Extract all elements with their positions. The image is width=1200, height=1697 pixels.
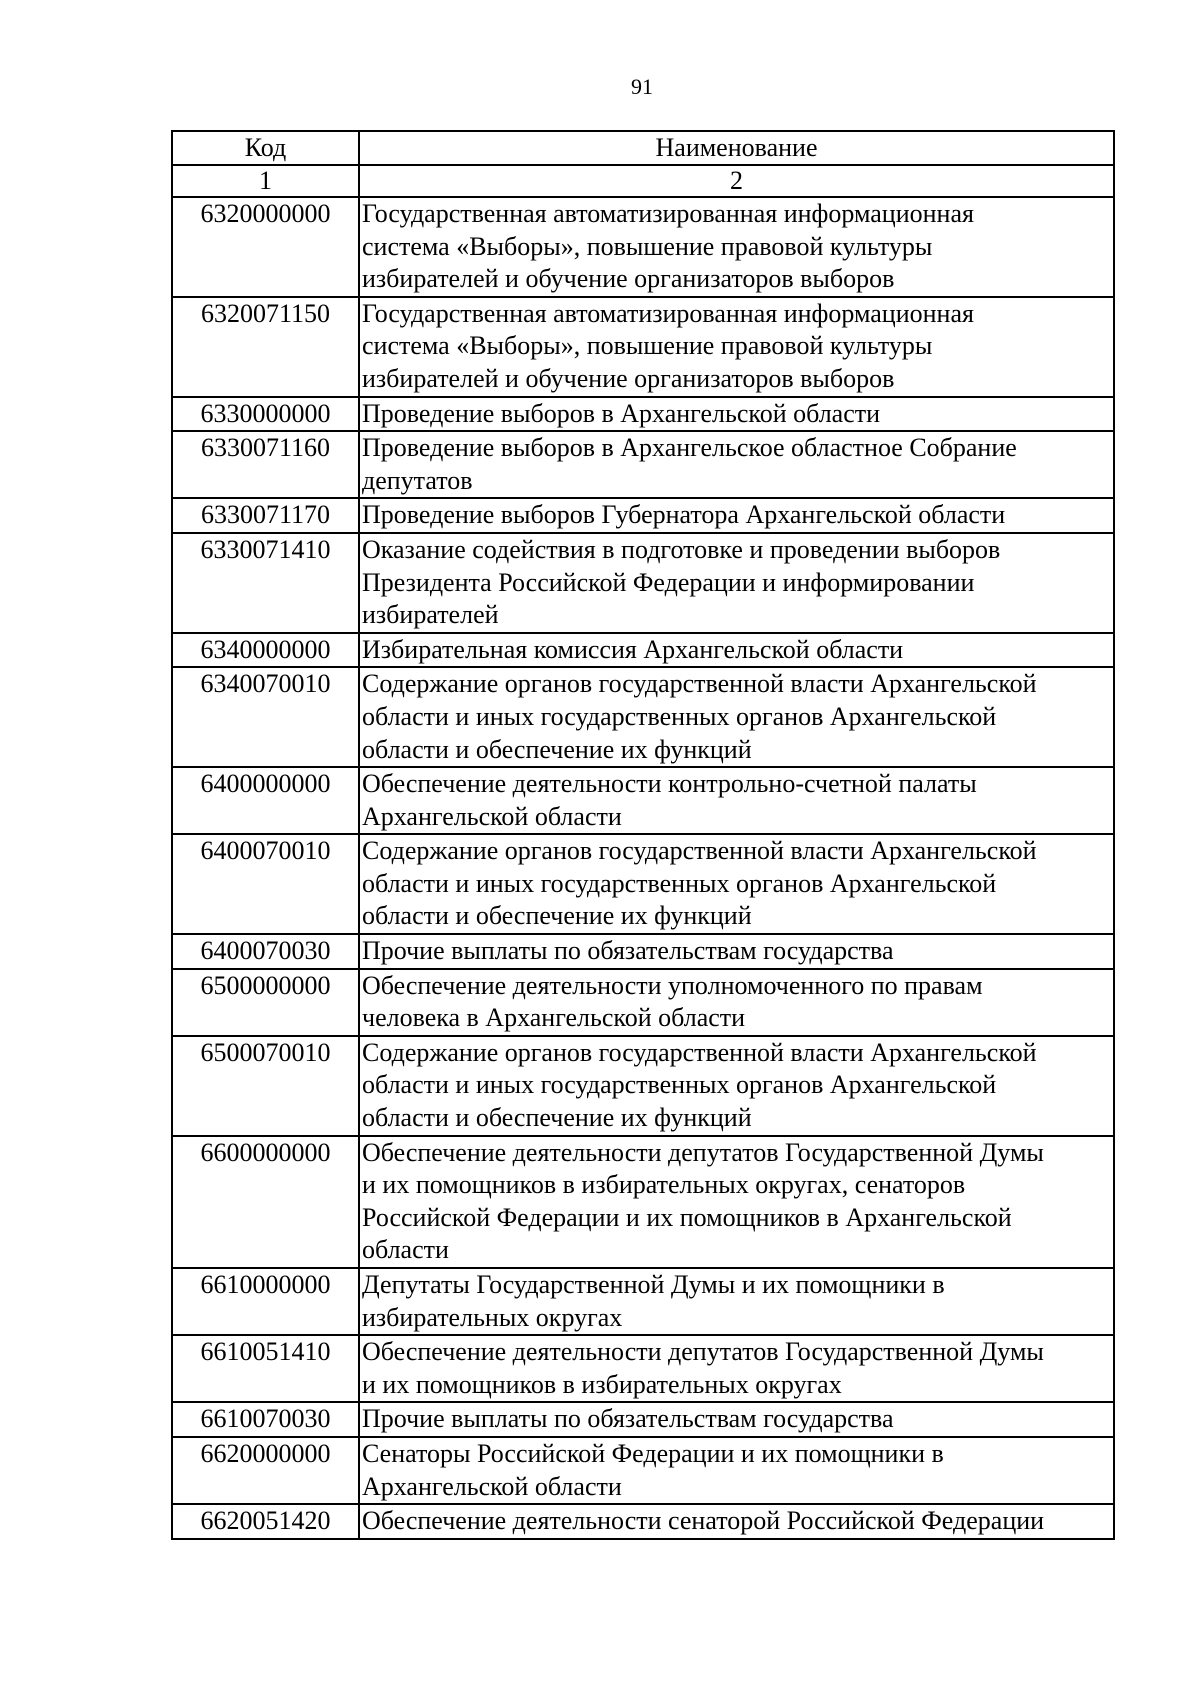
row-name-line: Обеспечение деятельности депутатов Государственной Думы [362,1337,1044,1367]
table-row [172,934,1114,969]
row-name [359,1136,1114,1268]
row-name [359,498,1114,533]
row-name-line: Прочие выплаты по обязательствам государства [362,1404,894,1434]
row-name-line: избирателей и обучение организаторов выборов [362,264,895,294]
row-name [359,1335,1114,1402]
row-code: 6500000000 [172,969,359,1036]
table-row [172,1268,1114,1335]
row-name-line: Обеспечение деятельности депутатов Государственной Думы [362,1137,1044,1167]
row-name-line: Избирательная комиссия Архангельской области [362,634,904,664]
row-name-line: Содержание органов государственной власти Архангельской [362,836,1037,866]
table-body [172,197,1114,1539]
table-row [172,1402,1114,1437]
row-name-line: Проведение выборов в Архангельское областное Собрание [362,433,1017,463]
row-name-line: Государственная автоматизированная информационная [362,199,974,228]
row-name-line: и их помощников в избирательных округах [362,1369,842,1399]
row-name [359,667,1114,767]
row-code: 6620051420 [172,1504,359,1539]
row-name [359,767,1114,834]
row-name-line: области и иных государственных органов Архангельской [362,868,997,898]
row-name [359,633,1114,668]
row-name [359,533,1114,633]
row-code: 6320071150 [172,297,359,397]
row-name [359,1437,1114,1504]
row-code: 6600000000 [172,1136,359,1268]
row-code: 6500070010 [172,1036,359,1136]
row-code: 6400070010 [172,834,359,934]
row-name-line: система «Выборы», повышение правовой культуры [362,331,933,361]
row-name-line: Содержание органов государственной власти Архангельской [362,1037,1037,1067]
header-code: Код [172,131,359,165]
column-number-name: 2 [359,165,1114,197]
budget-code-table [171,130,1115,1540]
table-row [172,297,1114,397]
table-header-row [172,131,1114,165]
table-row [172,834,1114,934]
row-name-line: Содержание органов государственной власти Архангельской [362,669,1037,699]
row-name-line: Проведение выборов Губернатора Архангельской области [362,500,1006,530]
row-name-line: Прочие выплаты по обязательствам государства [362,936,894,966]
table-row [172,197,1114,297]
table-row [172,1335,1114,1402]
row-name [359,297,1114,397]
row-name-line: депутатов [362,465,473,495]
row-name-line: Президента Российской Федерации и информировании [362,567,975,597]
row-name-line: области и иных государственных органов Архангельской [362,701,997,731]
row-code: 6330071170 [172,498,359,533]
row-name-line: Обеспечение деятельности контрольно-счетной палаты [362,769,977,799]
row-name-line: избирателей [362,600,499,630]
table-row [172,397,1114,432]
row-name-line: области [362,1235,449,1265]
row-code: 6330071410 [172,533,359,633]
row-name [359,834,1114,934]
table-row [172,431,1114,498]
row-name-line: области и иных государственных органов Архангельской [362,1070,997,1100]
row-name-line: области и обеспечение их функций [362,1103,752,1133]
row-name [359,1268,1114,1335]
table-row [172,767,1114,834]
row-name-line: области и обеспечение их функций [362,901,752,931]
row-name-line: Обеспечение деятельности сенаторой Российской Федерации [362,1506,1045,1536]
row-name-line: Архангельской области [362,801,622,831]
header-name: Наименование [359,131,1114,165]
table-row [172,1504,1114,1539]
row-name [359,197,1114,297]
table-row [172,1437,1114,1504]
row-code: 6400000000 [172,767,359,834]
column-number-code: 1 [172,165,359,197]
row-name-line: система «Выборы», повышение правовой культуры [362,231,933,261]
row-code: 6340000000 [172,633,359,668]
row-name [359,969,1114,1036]
table-row [172,1036,1114,1136]
row-name-line: Сенаторы Российской Федерации и их помощники в [362,1438,944,1468]
row-name-line: области и обеспечение их функций [362,734,752,764]
table-row [172,533,1114,633]
row-name-line: Российской Федерации и их помощников в Архангельской [362,1202,1012,1232]
row-code: 6320000000 [172,197,359,297]
row-name-line: избирательных округах [362,1302,623,1332]
row-name-line: Архангельской области [362,1471,622,1501]
row-code: 6620000000 [172,1437,359,1504]
row-code: 6610000000 [172,1268,359,1335]
row-name-line: Оказание содействия в подготовке и проведении выборов [362,534,1001,564]
row-name [359,397,1114,432]
row-code: 6340070010 [172,667,359,767]
row-code: 6330071160 [172,431,359,498]
table-row [172,667,1114,767]
row-name-line: избирателей и обучение организаторов выборов [362,363,895,393]
row-name [359,1036,1114,1136]
table-row [172,1136,1114,1268]
row-name [359,1402,1114,1437]
row-name-line: Обеспечение деятельности уполномоченного по правам [362,970,983,1000]
table-row [172,969,1114,1036]
row-name-line: Государственная автоматизированная информационная [362,298,974,328]
row-code: 6610051410 [172,1335,359,1402]
row-name-line: человека в Архангельской области [362,1003,746,1033]
row-name-line: Проведение выборов в Архангельской области [362,398,881,428]
row-name [359,934,1114,969]
row-name-line: Депутаты Государственной Думы и их помощники в [362,1270,945,1299]
page-number: 91 [631,74,653,99]
row-name-line: и их помощников в избирательных округах, сенаторов [362,1170,966,1200]
row-code: 6610070030 [172,1402,359,1437]
row-code: 6400070030 [172,934,359,969]
table-row [172,498,1114,533]
row-name [359,431,1114,498]
column-number-row [172,165,1114,197]
row-code: 6330000000 [172,397,359,432]
table-row [172,633,1114,668]
row-name [359,1504,1114,1539]
